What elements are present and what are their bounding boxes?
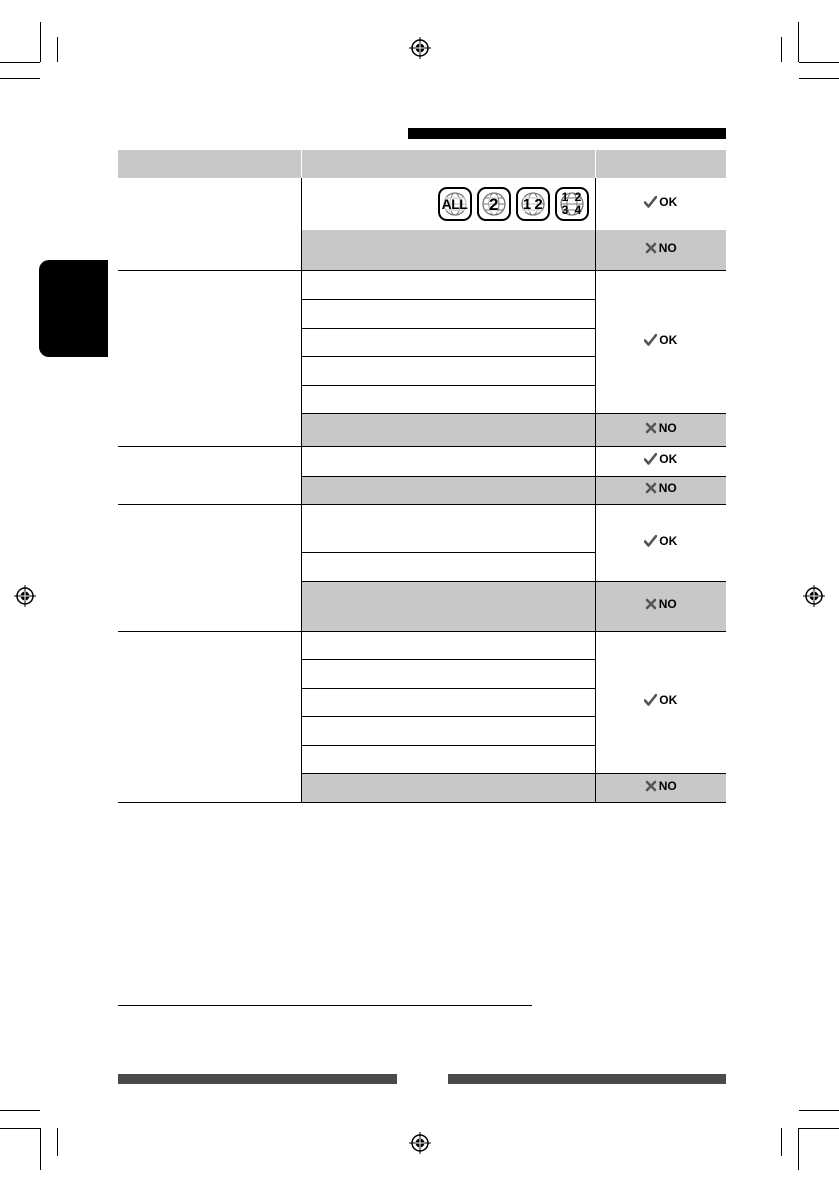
category-cell <box>118 178 301 270</box>
result-ok-cell <box>595 270 726 413</box>
check-icon <box>644 694 657 706</box>
table-row <box>118 504 726 552</box>
result-ok-cell <box>595 504 726 581</box>
crop-mark <box>0 1110 40 1111</box>
language-side-tab <box>39 260 108 357</box>
crop-mark <box>781 37 782 62</box>
category-cell <box>118 504 301 631</box>
check-icon <box>644 196 657 208</box>
footer-bar-right <box>448 1074 726 1084</box>
crop-mark <box>798 22 799 62</box>
region-icon-label: 3 <box>561 203 569 217</box>
no-mark <box>645 241 677 255</box>
ok-label: OK <box>659 452 678 466</box>
category-cell <box>118 631 301 802</box>
registration-mark-icon <box>14 585 36 607</box>
crop-mark <box>799 62 839 63</box>
table-row <box>118 631 726 659</box>
registration-mark-icon <box>409 1132 431 1154</box>
description-cell <box>301 299 595 328</box>
title-bar <box>408 128 726 139</box>
compatibility-table <box>118 150 726 803</box>
crop-mark <box>0 62 40 63</box>
no-mark <box>645 421 677 435</box>
no-label: NO <box>658 778 677 793</box>
crop-mark <box>799 1110 839 1111</box>
region-icon-label: 2 <box>574 190 582 204</box>
description-cell <box>301 385 595 413</box>
region-icons-cell <box>301 178 595 230</box>
result-no-cell <box>595 230 726 270</box>
ok-label: OK <box>659 533 678 548</box>
region-1-2-icon <box>516 187 550 221</box>
result-no-cell <box>595 773 726 802</box>
crop-mark <box>798 1128 799 1170</box>
crop-mark <box>781 1128 782 1156</box>
table-row <box>118 178 726 230</box>
cross-icon <box>645 422 657 434</box>
ok-mark <box>644 534 677 548</box>
cross-icon <box>645 598 657 610</box>
table-row <box>118 446 726 476</box>
no-mark <box>645 779 677 793</box>
check-icon <box>644 334 657 346</box>
description-cell <box>301 745 595 773</box>
no-label: NO <box>658 481 677 495</box>
description-cell <box>301 504 595 552</box>
no-label: NO <box>658 597 677 611</box>
region-icon-label: 1 2 <box>522 195 543 213</box>
description-cell <box>301 270 595 299</box>
footnote-divider <box>118 1005 532 1006</box>
registration-mark-icon <box>409 37 431 59</box>
region-all-icon <box>438 187 472 221</box>
region-icon-label: 1 <box>561 190 569 204</box>
header-cell <box>118 150 301 178</box>
no-mark <box>645 597 677 611</box>
header-cell <box>301 150 595 178</box>
description-cell <box>301 230 595 270</box>
header-cell <box>595 150 726 178</box>
category-cell <box>118 270 301 446</box>
description-cell <box>301 773 595 802</box>
region-1-2-3-4-icon <box>555 187 589 221</box>
crop-mark <box>0 78 40 79</box>
description-cell <box>301 328 595 356</box>
result-ok-cell <box>595 446 726 476</box>
result-no-cell <box>595 413 726 446</box>
crop-mark <box>57 37 58 62</box>
region-icons <box>302 187 595 221</box>
crop-mark <box>0 1128 40 1129</box>
result-no-cell <box>595 476 726 504</box>
cross-icon <box>645 242 657 254</box>
cross-icon <box>645 780 657 792</box>
crop-mark <box>799 78 839 79</box>
ok-mark <box>644 693 677 707</box>
crop-mark <box>57 1128 58 1156</box>
ok-label: OK <box>659 332 678 347</box>
table-header-row <box>118 150 726 178</box>
description-cell <box>301 413 595 446</box>
ok-label: OK <box>659 195 678 209</box>
ok-mark <box>644 195 677 209</box>
check-icon <box>644 535 657 547</box>
registration-mark-icon <box>803 585 825 607</box>
crop-mark <box>40 22 41 62</box>
crop-mark <box>799 1128 839 1129</box>
table-row <box>118 270 726 299</box>
description-cell <box>301 476 595 504</box>
check-icon <box>644 453 657 465</box>
description-cell <box>301 552 595 581</box>
region-icon-label: 2 <box>489 194 498 214</box>
no-label: NO <box>658 240 677 255</box>
description-cell <box>301 581 595 631</box>
ok-mark <box>644 333 677 347</box>
result-ok-cell <box>595 178 726 230</box>
region-icon-label: ALL <box>441 196 468 212</box>
cross-icon <box>645 482 657 494</box>
ok-label: OK <box>659 693 678 707</box>
ok-mark <box>644 452 677 466</box>
region-2-icon <box>477 187 511 221</box>
description-cell <box>301 446 595 476</box>
region-icon-label: 4 <box>574 203 582 217</box>
result-no-cell <box>595 581 726 631</box>
description-cell <box>301 688 595 716</box>
category-cell <box>118 446 301 504</box>
no-label: NO <box>658 420 677 435</box>
description-cell <box>301 631 595 659</box>
crop-mark <box>40 1128 41 1170</box>
description-cell <box>301 716 595 745</box>
result-ok-cell <box>595 631 726 773</box>
footer-bar-left <box>118 1074 397 1084</box>
description-cell <box>301 356 595 385</box>
description-cell <box>301 659 595 688</box>
no-mark <box>645 481 677 495</box>
